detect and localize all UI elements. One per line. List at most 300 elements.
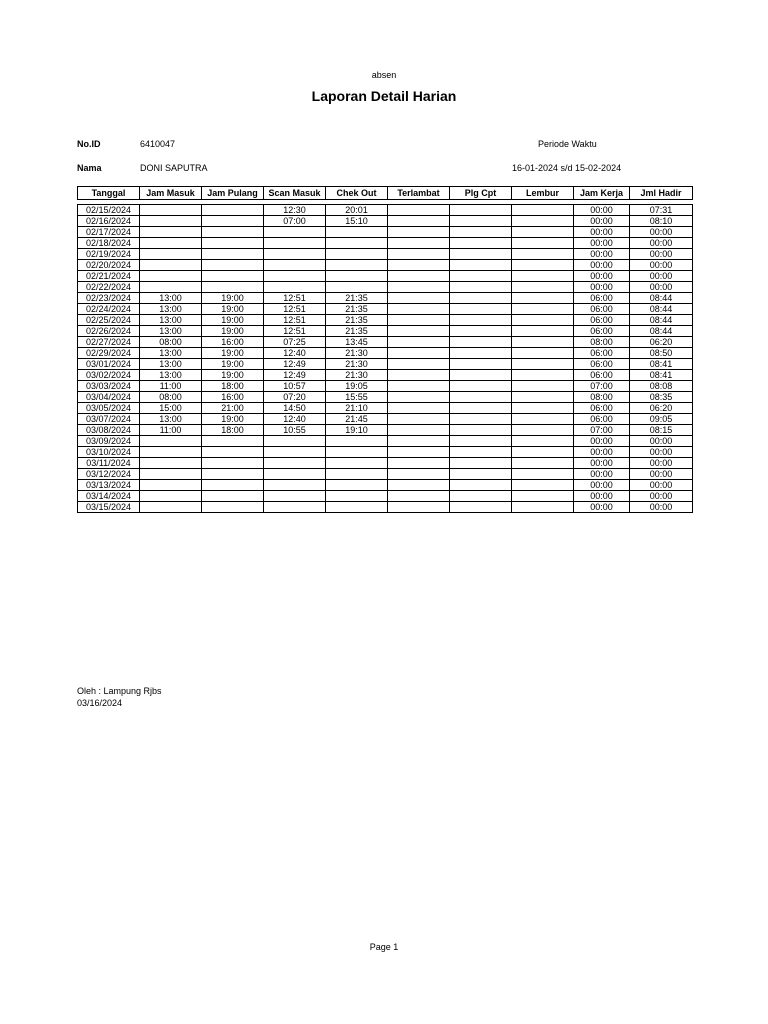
table-cell: 00:00 [630, 491, 693, 502]
table-cell [450, 359, 512, 370]
table-cell [264, 458, 326, 469]
table-cell [264, 227, 326, 238]
table-row [78, 425, 693, 436]
table-cell [264, 238, 326, 249]
table-cell [140, 491, 202, 502]
table-row [78, 436, 693, 447]
table-cell: 03/10/2024 [78, 447, 140, 458]
table-cell: 18:00 [202, 381, 264, 392]
table-cell: 00:00 [574, 271, 630, 282]
table-cell [140, 480, 202, 491]
table-cell [388, 447, 450, 458]
table-cell: 12:40 [264, 348, 326, 359]
table-cell: 11:00 [140, 425, 202, 436]
table-row [78, 238, 693, 249]
id-label: No.ID [77, 139, 101, 149]
table-cell [450, 205, 512, 216]
table-cell: 00:00 [574, 458, 630, 469]
table-row [78, 392, 693, 403]
table-cell [388, 403, 450, 414]
table-cell: 12:49 [264, 370, 326, 381]
table-cell: 11:00 [140, 381, 202, 392]
table-cell [450, 491, 512, 502]
table-cell [264, 436, 326, 447]
table-cell [202, 238, 264, 249]
table-cell: 02/24/2024 [78, 304, 140, 315]
table-cell [450, 227, 512, 238]
report-date: 03/16/2024 [77, 698, 123, 708]
table-row [78, 491, 693, 502]
id-value: 6410047 [140, 139, 176, 149]
table-cell: 12:51 [264, 326, 326, 337]
table-cell: 00:00 [574, 491, 630, 502]
table-row [78, 469, 693, 480]
table-cell [388, 414, 450, 425]
table-cell [388, 348, 450, 359]
column-header: Jml Hadir [630, 187, 693, 200]
table-cell: 19:00 [202, 315, 264, 326]
table-cell: 20:01 [326, 205, 388, 216]
table-cell [512, 469, 574, 480]
table-cell [512, 293, 574, 304]
table-cell: 06:00 [574, 304, 630, 315]
table-cell: 15:00 [140, 403, 202, 414]
table-cell: 00:00 [574, 238, 630, 249]
table-cell: 06:00 [574, 370, 630, 381]
table-cell [388, 293, 450, 304]
table-cell: 21:35 [326, 293, 388, 304]
table-cell [140, 249, 202, 260]
table-cell: 00:00 [630, 458, 693, 469]
table-cell: 21:10 [326, 403, 388, 414]
table-cell [512, 403, 574, 414]
table-cell [450, 469, 512, 480]
table-cell [202, 469, 264, 480]
table-cell: 08:15 [630, 425, 693, 436]
table-cell: 00:00 [574, 469, 630, 480]
column-header: Jam Pulang [202, 187, 264, 200]
table-cell [326, 447, 388, 458]
table-cell: 02/23/2024 [78, 293, 140, 304]
table-cell: 13:00 [140, 304, 202, 315]
table-cell: 02/22/2024 [78, 282, 140, 293]
table-cell: 02/29/2024 [78, 348, 140, 359]
table-cell [388, 249, 450, 260]
table-cell: 08:00 [574, 392, 630, 403]
table-cell: 12:40 [264, 414, 326, 425]
table-cell [202, 447, 264, 458]
table-cell: 12:51 [264, 315, 326, 326]
table-cell: 19:00 [202, 293, 264, 304]
table-cell [264, 469, 326, 480]
table-cell: 21:35 [326, 315, 388, 326]
table-cell [388, 271, 450, 282]
table-cell [326, 491, 388, 502]
table-cell: 08:00 [140, 392, 202, 403]
table-cell [388, 370, 450, 381]
table-cell: 08:00 [574, 337, 630, 348]
table-cell [450, 260, 512, 271]
table-cell [140, 447, 202, 458]
table-cell: 08:44 [630, 315, 693, 326]
table-cell [140, 260, 202, 271]
table-cell [388, 502, 450, 513]
table-cell [264, 271, 326, 282]
table-cell: 03/14/2024 [78, 491, 140, 502]
table-cell: 08:41 [630, 370, 693, 381]
table-cell [512, 282, 574, 293]
table-cell [512, 238, 574, 249]
table-row [78, 260, 693, 271]
table-cell: 13:00 [140, 326, 202, 337]
table-row [78, 205, 693, 216]
table-cell: 00:00 [630, 480, 693, 491]
column-header: Terlambat [388, 187, 450, 200]
table-cell: 06:00 [574, 293, 630, 304]
table-cell: 19:10 [326, 425, 388, 436]
table-cell [388, 469, 450, 480]
table-row [78, 359, 693, 370]
table-cell [388, 205, 450, 216]
table-cell: 19:00 [202, 370, 264, 381]
table-cell: 21:30 [326, 359, 388, 370]
table-cell [264, 282, 326, 293]
table-cell: 00:00 [574, 502, 630, 513]
table-cell [202, 227, 264, 238]
table-cell [512, 348, 574, 359]
column-header: Scan Masuk [264, 187, 326, 200]
table-cell: 03/13/2024 [78, 480, 140, 491]
table-cell: 19:00 [202, 359, 264, 370]
table-cell [388, 260, 450, 271]
table-cell [512, 392, 574, 403]
table-cell: 00:00 [574, 282, 630, 293]
table-cell [450, 216, 512, 227]
table-cell: 03/02/2024 [78, 370, 140, 381]
table-cell: 08:44 [630, 304, 693, 315]
table-cell: 09:05 [630, 414, 693, 425]
table-cell: 00:00 [630, 271, 693, 282]
table-cell: 07:25 [264, 337, 326, 348]
table-cell [140, 469, 202, 480]
table-cell [512, 271, 574, 282]
table-cell: 06:00 [574, 348, 630, 359]
table-cell: 08:08 [630, 381, 693, 392]
table-cell [450, 304, 512, 315]
table-cell [202, 502, 264, 513]
table-cell [512, 502, 574, 513]
table-cell [450, 348, 512, 359]
table-cell: 00:00 [574, 249, 630, 260]
table-row [78, 458, 693, 469]
table-cell: 00:00 [630, 447, 693, 458]
table-cell: 08:35 [630, 392, 693, 403]
table-cell [388, 227, 450, 238]
table-cell [326, 480, 388, 491]
table-cell [450, 293, 512, 304]
table-cell [202, 282, 264, 293]
table-cell [512, 359, 574, 370]
table-cell: 13:00 [140, 414, 202, 425]
table-cell [202, 216, 264, 227]
table-cell [512, 337, 574, 348]
table-cell: 13:00 [140, 359, 202, 370]
table-cell: 03/05/2024 [78, 403, 140, 414]
column-header: Jam Masuk [140, 187, 202, 200]
table-cell [326, 260, 388, 271]
table-cell: 19:05 [326, 381, 388, 392]
table-cell: 21:45 [326, 414, 388, 425]
table-cell: 06:20 [630, 337, 693, 348]
table-cell [512, 425, 574, 436]
table-cell: 00:00 [630, 469, 693, 480]
table-cell [388, 458, 450, 469]
table-cell [388, 491, 450, 502]
table-cell: 02/16/2024 [78, 216, 140, 227]
table-row [78, 480, 693, 491]
table-cell: 00:00 [574, 227, 630, 238]
table-row [78, 403, 693, 414]
report-source-label: absen [371, 70, 397, 80]
name-label: Nama [77, 163, 102, 173]
table-cell [388, 326, 450, 337]
table-cell: 03/15/2024 [78, 502, 140, 513]
table-cell: 19:00 [202, 414, 264, 425]
column-header: Tanggal [78, 187, 140, 200]
table-cell [202, 249, 264, 260]
table-row [78, 337, 693, 348]
table-cell [388, 381, 450, 392]
table-cell [326, 436, 388, 447]
table-row [78, 326, 693, 337]
table-cell [264, 447, 326, 458]
page-number: Page 1 [369, 942, 399, 952]
table-cell [326, 502, 388, 513]
table-cell [450, 392, 512, 403]
table-cell: 13:00 [140, 370, 202, 381]
table-cell [450, 238, 512, 249]
table-row [78, 348, 693, 359]
table-row [78, 447, 693, 458]
table-cell: 02/17/2024 [78, 227, 140, 238]
table-cell: 00:00 [574, 480, 630, 491]
table-cell [140, 205, 202, 216]
table-cell [512, 205, 574, 216]
table-row [78, 381, 693, 392]
table-cell: 12:30 [264, 205, 326, 216]
table-cell: 07:00 [264, 216, 326, 227]
table-cell: 21:35 [326, 304, 388, 315]
table-cell [326, 249, 388, 260]
table-cell [202, 271, 264, 282]
table-cell [512, 381, 574, 392]
table-cell: 00:00 [630, 282, 693, 293]
table-cell: 02/15/2024 [78, 205, 140, 216]
table-cell: 08:44 [630, 293, 693, 304]
table-cell [140, 458, 202, 469]
table-row [78, 304, 693, 315]
table-row [78, 271, 693, 282]
table-cell [326, 238, 388, 249]
table-cell [512, 414, 574, 425]
table-cell: 12:51 [264, 293, 326, 304]
table-cell [202, 205, 264, 216]
table-cell [512, 304, 574, 315]
table-cell: 08:10 [630, 216, 693, 227]
table-row [78, 227, 693, 238]
table-cell: 21:30 [326, 348, 388, 359]
table-cell [512, 480, 574, 491]
table-cell [512, 458, 574, 469]
table-cell [512, 326, 574, 337]
table-cell: 00:00 [630, 249, 693, 260]
table-cell: 07:00 [574, 381, 630, 392]
table-cell: 16:00 [202, 392, 264, 403]
table-header-row [78, 187, 693, 200]
name-value: DONI SAPUTRA [140, 163, 208, 173]
table-cell: 21:30 [326, 370, 388, 381]
table-cell [202, 436, 264, 447]
table-cell: 03/12/2024 [78, 469, 140, 480]
table-cell [450, 271, 512, 282]
table-row [78, 370, 693, 381]
table-cell: 03/01/2024 [78, 359, 140, 370]
table-row [78, 249, 693, 260]
table-cell: 03/04/2024 [78, 392, 140, 403]
table-cell [388, 425, 450, 436]
table-cell: 03/08/2024 [78, 425, 140, 436]
column-header: Jam Kerja [574, 187, 630, 200]
table-cell: 00:00 [574, 216, 630, 227]
table-row [78, 502, 693, 513]
table-cell [450, 403, 512, 414]
table-cell: 00:00 [630, 260, 693, 271]
table-cell: 15:55 [326, 392, 388, 403]
table-cell: 02/25/2024 [78, 315, 140, 326]
table-cell [326, 271, 388, 282]
table-cell: 02/20/2024 [78, 260, 140, 271]
table-cell: 03/11/2024 [78, 458, 140, 469]
report-author: Oleh : Lampung Rjbs [77, 686, 162, 696]
table-cell [450, 282, 512, 293]
table-cell [264, 502, 326, 513]
table-cell: 13:00 [140, 293, 202, 304]
table-cell: 00:00 [574, 205, 630, 216]
attendance-table [77, 186, 693, 513]
table-cell [264, 260, 326, 271]
table-cell: 00:00 [574, 260, 630, 271]
table-cell: 06:00 [574, 326, 630, 337]
table-cell [388, 337, 450, 348]
table-cell: 18:00 [202, 425, 264, 436]
table-cell [140, 227, 202, 238]
table-cell [326, 282, 388, 293]
table-cell: 10:55 [264, 425, 326, 436]
table-cell [450, 370, 512, 381]
table-cell [264, 491, 326, 502]
table-cell [388, 238, 450, 249]
table-cell: 00:00 [630, 436, 693, 447]
table-cell [202, 458, 264, 469]
table-cell: 12:51 [264, 304, 326, 315]
table-cell: 00:00 [630, 238, 693, 249]
table-cell: 13:00 [140, 348, 202, 359]
table-cell [512, 491, 574, 502]
table-cell [388, 304, 450, 315]
table-cell: 08:41 [630, 359, 693, 370]
table-cell [450, 502, 512, 513]
table-cell: 21:00 [202, 403, 264, 414]
table-cell: 02/18/2024 [78, 238, 140, 249]
table-cell [388, 436, 450, 447]
table-cell: 03/09/2024 [78, 436, 140, 447]
table-cell [450, 337, 512, 348]
table-cell: 02/27/2024 [78, 337, 140, 348]
table-cell: 02/21/2024 [78, 271, 140, 282]
table-cell [202, 480, 264, 491]
table-cell: 19:00 [202, 326, 264, 337]
table-cell [388, 315, 450, 326]
table-cell: 21:35 [326, 326, 388, 337]
table-cell [450, 480, 512, 491]
table-cell: 03/07/2024 [78, 414, 140, 425]
table-row [78, 293, 693, 304]
table-cell [388, 392, 450, 403]
table-cell [450, 249, 512, 260]
table-cell [512, 227, 574, 238]
period-value: 16-01-2024 s/d 15-02-2024 [512, 163, 622, 173]
table-cell [512, 436, 574, 447]
table-cell [264, 249, 326, 260]
table-cell: 06:00 [574, 403, 630, 414]
table-cell: 03/03/2024 [78, 381, 140, 392]
table-cell [388, 282, 450, 293]
table-cell: 13:45 [326, 337, 388, 348]
table-cell: 02/19/2024 [78, 249, 140, 260]
table-cell [202, 491, 264, 502]
column-header: Plg Cpt [450, 187, 512, 200]
column-header: Lembur [512, 187, 574, 200]
table-row [78, 216, 693, 227]
table-cell: 07:31 [630, 205, 693, 216]
table-cell [388, 480, 450, 491]
table-body [78, 200, 693, 513]
column-header: Chek Out [326, 187, 388, 200]
table-cell: 06:20 [630, 403, 693, 414]
table-cell [512, 260, 574, 271]
table-cell [512, 249, 574, 260]
table-cell: 19:00 [202, 304, 264, 315]
table-row [78, 315, 693, 326]
table-cell [450, 425, 512, 436]
table-cell [388, 359, 450, 370]
table-cell [202, 260, 264, 271]
table-cell [512, 216, 574, 227]
table-cell: 07:20 [264, 392, 326, 403]
table-cell [512, 315, 574, 326]
table-cell [450, 414, 512, 425]
table-cell [326, 227, 388, 238]
table-cell: 08:00 [140, 337, 202, 348]
table-cell [450, 315, 512, 326]
table-cell: 00:00 [574, 436, 630, 447]
table-cell: 10:57 [264, 381, 326, 392]
table-cell: 06:00 [574, 359, 630, 370]
table-row [78, 282, 693, 293]
table-cell: 12:49 [264, 359, 326, 370]
table-cell [140, 502, 202, 513]
table-row [78, 414, 693, 425]
